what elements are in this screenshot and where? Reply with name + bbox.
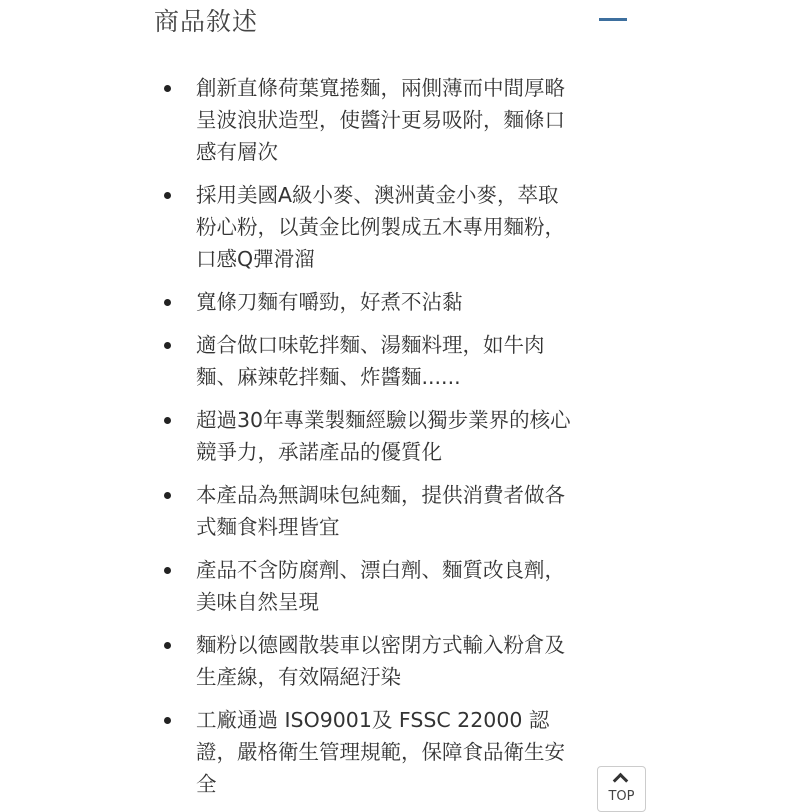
list-item bbox=[160, 629, 620, 693]
bullet-icon bbox=[164, 299, 171, 306]
chevron-up-icon bbox=[613, 773, 629, 789]
list-item-text: 採用美國A級小麥、澳洲黃金小麥，萃取 bbox=[196, 183, 559, 207]
bullet-icon bbox=[164, 717, 171, 724]
collapse-button[interactable] bbox=[597, 12, 629, 28]
list-item-text: 競爭力，承諾產品的優質化 bbox=[196, 440, 442, 464]
bullet-icon bbox=[164, 85, 171, 92]
top-label: TOP bbox=[608, 789, 635, 804]
bullet-icon bbox=[164, 642, 171, 649]
list-item bbox=[160, 554, 620, 618]
list-item-text: 生產線，有效隔絕汙染 bbox=[196, 665, 401, 689]
list-item bbox=[160, 72, 620, 168]
list-item-text: 粉心粉，以黃金比例製成五木專用麵粉， bbox=[196, 215, 565, 239]
list-item-text: 感有層次 bbox=[196, 140, 278, 164]
list-item bbox=[160, 179, 620, 275]
list-item bbox=[160, 404, 620, 468]
list-item-text: 本產品為無調味包純麵，提供消費者做各 bbox=[196, 483, 565, 507]
list-item-text: 全 bbox=[196, 772, 217, 796]
list-item-text: 證，嚴格衛生管理規範，保障食品衛生安 bbox=[196, 740, 565, 764]
bullet-icon bbox=[164, 192, 171, 199]
list-item-text: 麵、麻辣乾拌麵、炸醬麵...... bbox=[196, 365, 461, 389]
bullet-icon bbox=[164, 567, 171, 574]
list-item-text: 式麵食料理皆宜 bbox=[196, 515, 340, 539]
bullet-icon bbox=[164, 342, 171, 349]
list-item-text: 工廠通過 ISO9001及 FSSC 22000 認 bbox=[196, 708, 550, 732]
list-item-text: 產品不含防腐劑、漂白劑、麵質改良劑， bbox=[196, 558, 565, 582]
list-item bbox=[160, 479, 620, 543]
section-title: 商品敘述 bbox=[154, 7, 259, 36]
list-item-text: 口感Q彈滑溜 bbox=[196, 247, 315, 271]
list-item-text: 適合做口味乾拌麵、湯麵料理，如牛肉 bbox=[196, 333, 545, 357]
list-item-text: 超過30年專業製麵經驗以獨步業界的核心 bbox=[196, 408, 571, 432]
list-item bbox=[160, 704, 620, 800]
list-item-text: 寬條刀麵有嚼勁，好煮不沾黏 bbox=[196, 290, 463, 314]
list-item-text: 呈波浪狀造型，使醬汁更易吸附，麵條口 bbox=[196, 108, 565, 132]
description-list bbox=[160, 72, 620, 811]
list-item-text: 麵粉以德國散裝車以密閉方式輸入粉倉及 bbox=[196, 633, 565, 657]
list-item bbox=[160, 286, 620, 318]
list-item bbox=[160, 329, 620, 393]
minus-icon bbox=[599, 18, 627, 21]
list-item-text: 美味自然呈現 bbox=[196, 590, 319, 614]
back-to-top-button[interactable] bbox=[597, 766, 646, 812]
list-item-text: 創新直條荷葉寬捲麵，兩側薄而中間厚略 bbox=[196, 76, 565, 100]
bullet-icon bbox=[164, 492, 171, 499]
bullet-icon bbox=[164, 417, 171, 424]
